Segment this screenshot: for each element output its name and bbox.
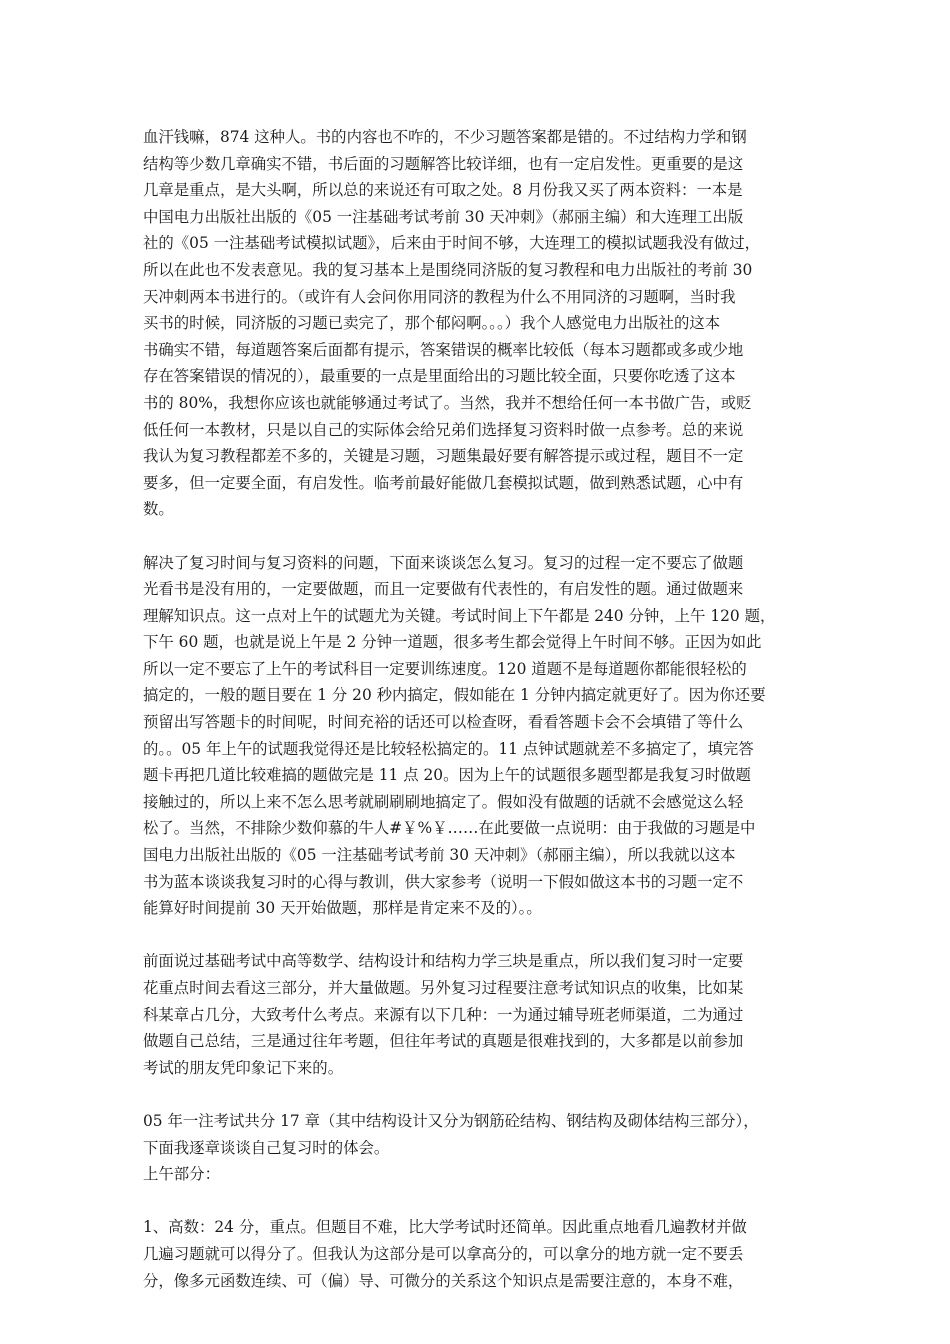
text-line: 能算好时间提前 30 天开始做题，那样是肯定来不及的）。。 bbox=[143, 899, 542, 918]
text-line: 光看书是没有用的，一定要做题，而且一定要做有代表性的，有启发性的题。通过做题来 bbox=[143, 580, 744, 599]
text-line: 解决了复习时间与复习资料的问题，下面来谈谈怎么复习。复习的过程一定不要忘了做题 bbox=[143, 553, 744, 572]
text-line: 书的 80%，我想你应该也就能够通过考试了。当然，我并不想给任何一本书做广告，或贬 bbox=[143, 393, 752, 412]
text-line: 低任何一本教材，只是以自己的实际体会给兄弟们选择复习资料时做一点参考。总的来说 bbox=[143, 420, 744, 439]
text-line: 国电力出版社出版的《05 一注基础考试考前 30 天冲刺》（郝丽主编），所以我就以这本 bbox=[143, 846, 736, 865]
text-line: 题卡再把几道比较难搞的题做完是 11 点 20。因为上午的试题很多题型都是我复习时做题 bbox=[143, 766, 751, 785]
paragraph-study-materials bbox=[143, 124, 815, 523]
text-line: 科某章占几分，大致考什么考点。来源有以下几种：一为通过辅导班老师渠道，二为通过 bbox=[143, 1005, 744, 1024]
text-line: 花重点时间去看这三部分，并大量做题。另外复习过程要注意考试知识点的收集，比如某 bbox=[143, 979, 744, 997]
text-line: 所以在此也不发表意见。我的复习基本上是围绕同济版的复习教程和电力出版社的考前 30 bbox=[143, 260, 753, 279]
text-line: 前面说过基础考试中高等数学、结构设计和结构力学三块是重点，所以我们复习时一定要 bbox=[143, 952, 744, 971]
text-line: 数。 bbox=[143, 500, 174, 519]
text-line: 搞定的，一般的题目要在 1 分 20 秒内搞定，假如能在 1 分钟内搞定就更好了。因为你还要 bbox=[143, 686, 766, 705]
text-line: 几章是重点，是大头啊，所以总的来说还有可取之处。8 月份我又买了两本资料：一本是 bbox=[143, 181, 743, 200]
paragraph-exam-structure bbox=[143, 1108, 815, 1188]
paragraph-key-sections bbox=[143, 948, 815, 1081]
text-line: 分，像多元函数连续、可（偏）导、可微分的关系这个知识点是需要注意的，本身不难， bbox=[143, 1271, 744, 1290]
text-line: 书确实不错，每道题答案后面都有提示，答案错误的概率比较低（每本习题都或多或少地 bbox=[143, 340, 744, 359]
text-line: 接触过的，所以上来不怎么思考就刷刷刷地搞定了。假如没有做题的话就不会感觉这么轻 bbox=[143, 792, 744, 811]
text-line: 书为蓝本谈谈我复习时的心得与教训，供大家参考（说明一下假如做这本书的习题一定不 bbox=[143, 872, 744, 891]
document-page bbox=[143, 124, 815, 1321]
text-line: 考试的朋友凭印象记下来的。 bbox=[143, 1058, 344, 1077]
text-line: 预留出写答题卡的时间呢，时间充裕的话还可以检查呀，看看答题卡会不会填错了等什么 bbox=[143, 713, 744, 732]
text-line: 做题自己总结，三是通过往年考题，但往年考试的真题是很难找到的，大多都是以前参加 bbox=[143, 1032, 744, 1051]
text-line: 05 年一注考试共分 17 章（其中结构设计又分为钢筋砼结构、钢结构及砌体结构三部分）， bbox=[143, 1111, 759, 1130]
text-line: 结构等少数几章确实不错，书后面的习题解答比较详细，也有一定启发性。更重要的是这 bbox=[143, 154, 744, 173]
text-line: 所以一定不要忘了上午的考试科目一定要训练速度。120 道题不是每道题你都能很轻松的 bbox=[143, 659, 747, 678]
text-line: 天冲刺两本书进行的。（或许有人会问你用同济的教程为什么不用同济的习题啊，当时我 bbox=[143, 287, 736, 306]
text-line: 血汗钱嘛，874 这种人。书的内容也不咋的，不少习题答案都是错的。不过结构力学和钢 bbox=[143, 128, 747, 146]
text-line: 下面我逐章谈谈自己复习时的体会。 bbox=[143, 1138, 390, 1157]
text-line: 的。。05 年上午的试题我觉得还是比较轻松搞定的。11 点钟试题就差不多搞定了，填完答 bbox=[143, 739, 754, 758]
text-line: 社的《05 一注基础考试模拟试题》，后来由于时间不够，大连理工的模拟试题我没有做过， bbox=[143, 234, 761, 253]
text-line: 理解知识点。这一点对上午的试题尤为关键。考试时间上下午都是 240 分钟，上午 120 题， bbox=[143, 606, 776, 625]
text-line: 下午 60 题，也就是说上午是 2 分钟一道题，很多考生都会觉得上午时间不够。正因为如此 bbox=[143, 633, 762, 652]
text-line: 1、高数：24 分，重点。但题目不难，比大学考试时还简单。因此重点地看几遍教材并做 bbox=[143, 1218, 747, 1237]
text-line: 我认为复习教程都差不多的，关键是习题，习题集最好要有解答提示或过程，题目不一定 bbox=[143, 447, 744, 466]
text-line: 要多，但一定要全面，有启发性。临考前最好能做几套模拟试题，做到熟悉试题，心中有 bbox=[143, 473, 744, 492]
paragraph-advanced-math bbox=[143, 1214, 815, 1294]
section-heading-morning: 上午部分： bbox=[143, 1165, 220, 1184]
text-line: 几遍习题就可以得分了。但我认为这部分是可以拿高分的，可以拿分的地方就一定不要丢 bbox=[143, 1244, 744, 1263]
text-line: 松了。当然，不排除少数仰慕的牛人#￥%￥……在此要做一点说明：由于我做的习题是中 bbox=[143, 819, 756, 838]
paragraph-how-to-review bbox=[143, 550, 815, 922]
text-line: 存在答案错误的情况的），最重要的一点是里面给出的习题比较全面，只要你吃透了这本 bbox=[143, 367, 736, 386]
text-line: 买书的时候，同济版的习题已卖完了，那个郁闷啊。。。）我个人感觉电力出版社的这本 bbox=[143, 314, 721, 333]
text-line: 中国电力出版社出版的《05 一注基础考试考前 30 天冲刺》（郝丽主编）和大连理工出版 bbox=[143, 207, 744, 226]
